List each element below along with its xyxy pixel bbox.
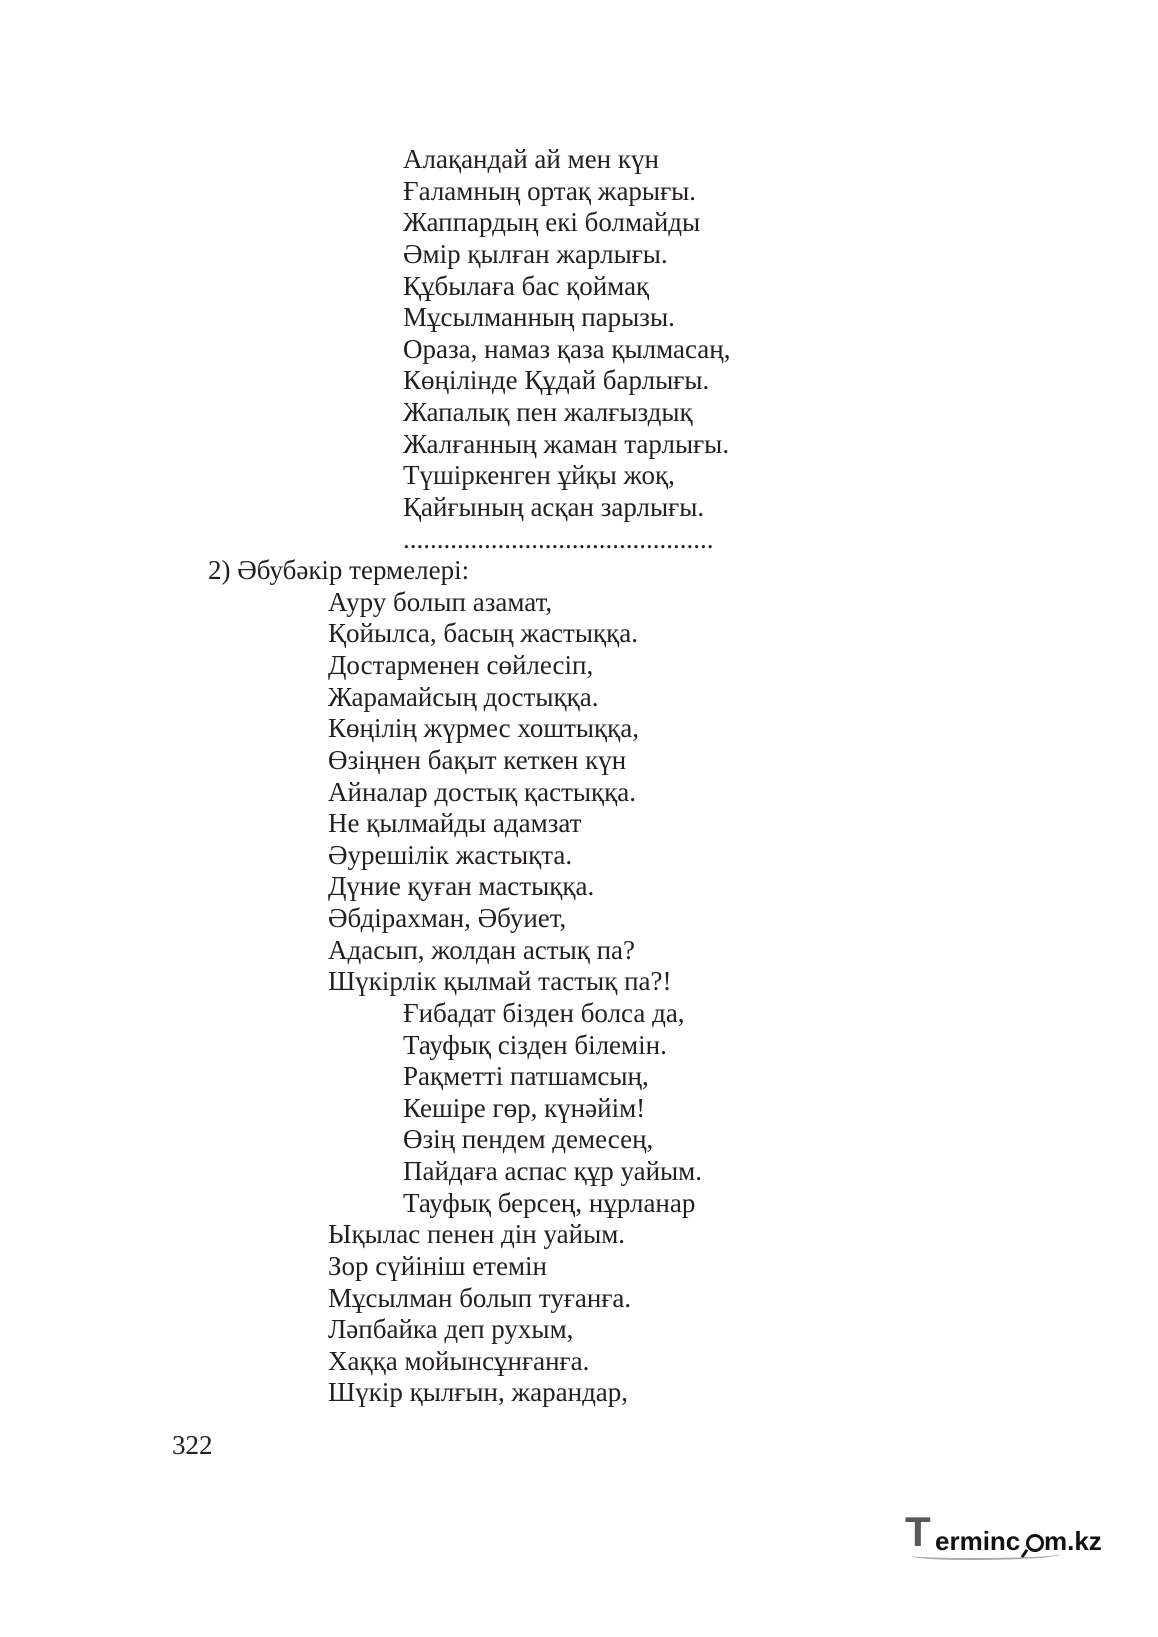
verse-line: Шүкір қылғын, жарандар, bbox=[328, 1377, 629, 1408]
logo-swoosh bbox=[911, 1550, 1061, 1560]
verse-line: Тауфық сізден білемін. bbox=[403, 1029, 667, 1060]
verse-line: Жарамайсың достыққа. bbox=[328, 681, 599, 712]
verse-line: Ғаламның ортақ жарығы. bbox=[403, 175, 697, 206]
verse-line: Құбылаға бас қоймақ bbox=[403, 270, 650, 301]
verse-line: Көңілің жүрмес хоштыққа, bbox=[328, 713, 640, 744]
verse-line: Тауфық берсең, нұрланар bbox=[403, 1187, 696, 1218]
logo-text-start: erminc bbox=[935, 1526, 1021, 1556]
verse-line: Көңілінде Құдай барлығы. bbox=[403, 365, 710, 396]
logo-text-end: m.kz bbox=[1044, 1526, 1102, 1556]
verse-line: Достарменен сөйлесіп, bbox=[328, 650, 594, 680]
page-number: 322 bbox=[172, 1430, 213, 1460]
verse-line: Рақметті патшамсың, bbox=[403, 1061, 649, 1092]
verse-line: Шүкірлік қылмай тастық па?! bbox=[328, 966, 672, 997]
verse-line: Қайғының асқан зарлығы. bbox=[403, 491, 705, 522]
verse-line: Жапалық пен жалғыздық bbox=[403, 397, 693, 427]
verse-line: Әурешілік жастықта. bbox=[328, 839, 573, 870]
logo-letter-t: T bbox=[905, 1508, 931, 1555]
page-text bbox=[0, 144, 1158, 1409]
stanza-2 bbox=[0, 587, 1158, 998]
section-heading-text: 2) Әбубәкір термелері: bbox=[208, 555, 470, 586]
verse-line: Ықылас пенен дін уайым. bbox=[328, 1219, 626, 1250]
verse-line: Ораза, намаз қаза қылмасаң, bbox=[403, 333, 731, 364]
verse-line: Жалғанның жаман тарлығы. bbox=[403, 428, 730, 459]
verse-line: Хаққа мойынсұнғанға. bbox=[328, 1345, 590, 1376]
verse-line: Айналар достық қастыққа. bbox=[328, 776, 637, 807]
verse-line: Әбдірахман, Әбуиет, bbox=[328, 903, 567, 933]
ellipsis-line: .............................................. bbox=[403, 523, 714, 554]
verse-line: Кешіре гөр, күнәйім! bbox=[403, 1092, 646, 1123]
verse-line: Мұсылман болып туғанға. bbox=[328, 1282, 632, 1313]
verse-line: Түшіркенген ұйқы жоқ, bbox=[403, 460, 675, 491]
verse-line: Не қылмайды адамзат bbox=[328, 808, 582, 839]
stanza-3 bbox=[0, 998, 1158, 1219]
stanza-1 bbox=[0, 144, 1158, 555]
verse-line: Жаппардың екі болмайды bbox=[403, 207, 701, 238]
verse-line: Дүние қуған мастыққа. bbox=[328, 871, 595, 902]
stanza-4 bbox=[0, 1219, 1158, 1409]
verse-line: Адасып, жолдан астық па? bbox=[328, 934, 636, 965]
termincom-logo[interactable] bbox=[905, 1510, 1105, 1560]
verse-line: Ләпбайка деп рухым, bbox=[328, 1314, 574, 1345]
verse-line: Әмір қылған жарлығы. bbox=[403, 238, 668, 269]
verse-line: Ғибадат бізден болса да, bbox=[403, 997, 685, 1028]
verse-line: Зор сүйініш етемін bbox=[328, 1250, 548, 1281]
verse-line: Өзің пендем демесең, bbox=[403, 1124, 654, 1155]
verse-line: Ауру болып азамат, bbox=[328, 586, 553, 617]
verse-line: Алақандай ай мен күн bbox=[403, 144, 659, 174]
verse-line: Қойылса, басың жастыққа. bbox=[328, 618, 638, 649]
section-heading bbox=[0, 555, 1158, 587]
verse-line: Өзіңнен бақыт кеткен күн bbox=[328, 744, 627, 775]
verse-line: Мұсылманның парызы. bbox=[403, 302, 675, 333]
verse-line: Пайдаға аспас құр уайым. bbox=[403, 1156, 703, 1186]
